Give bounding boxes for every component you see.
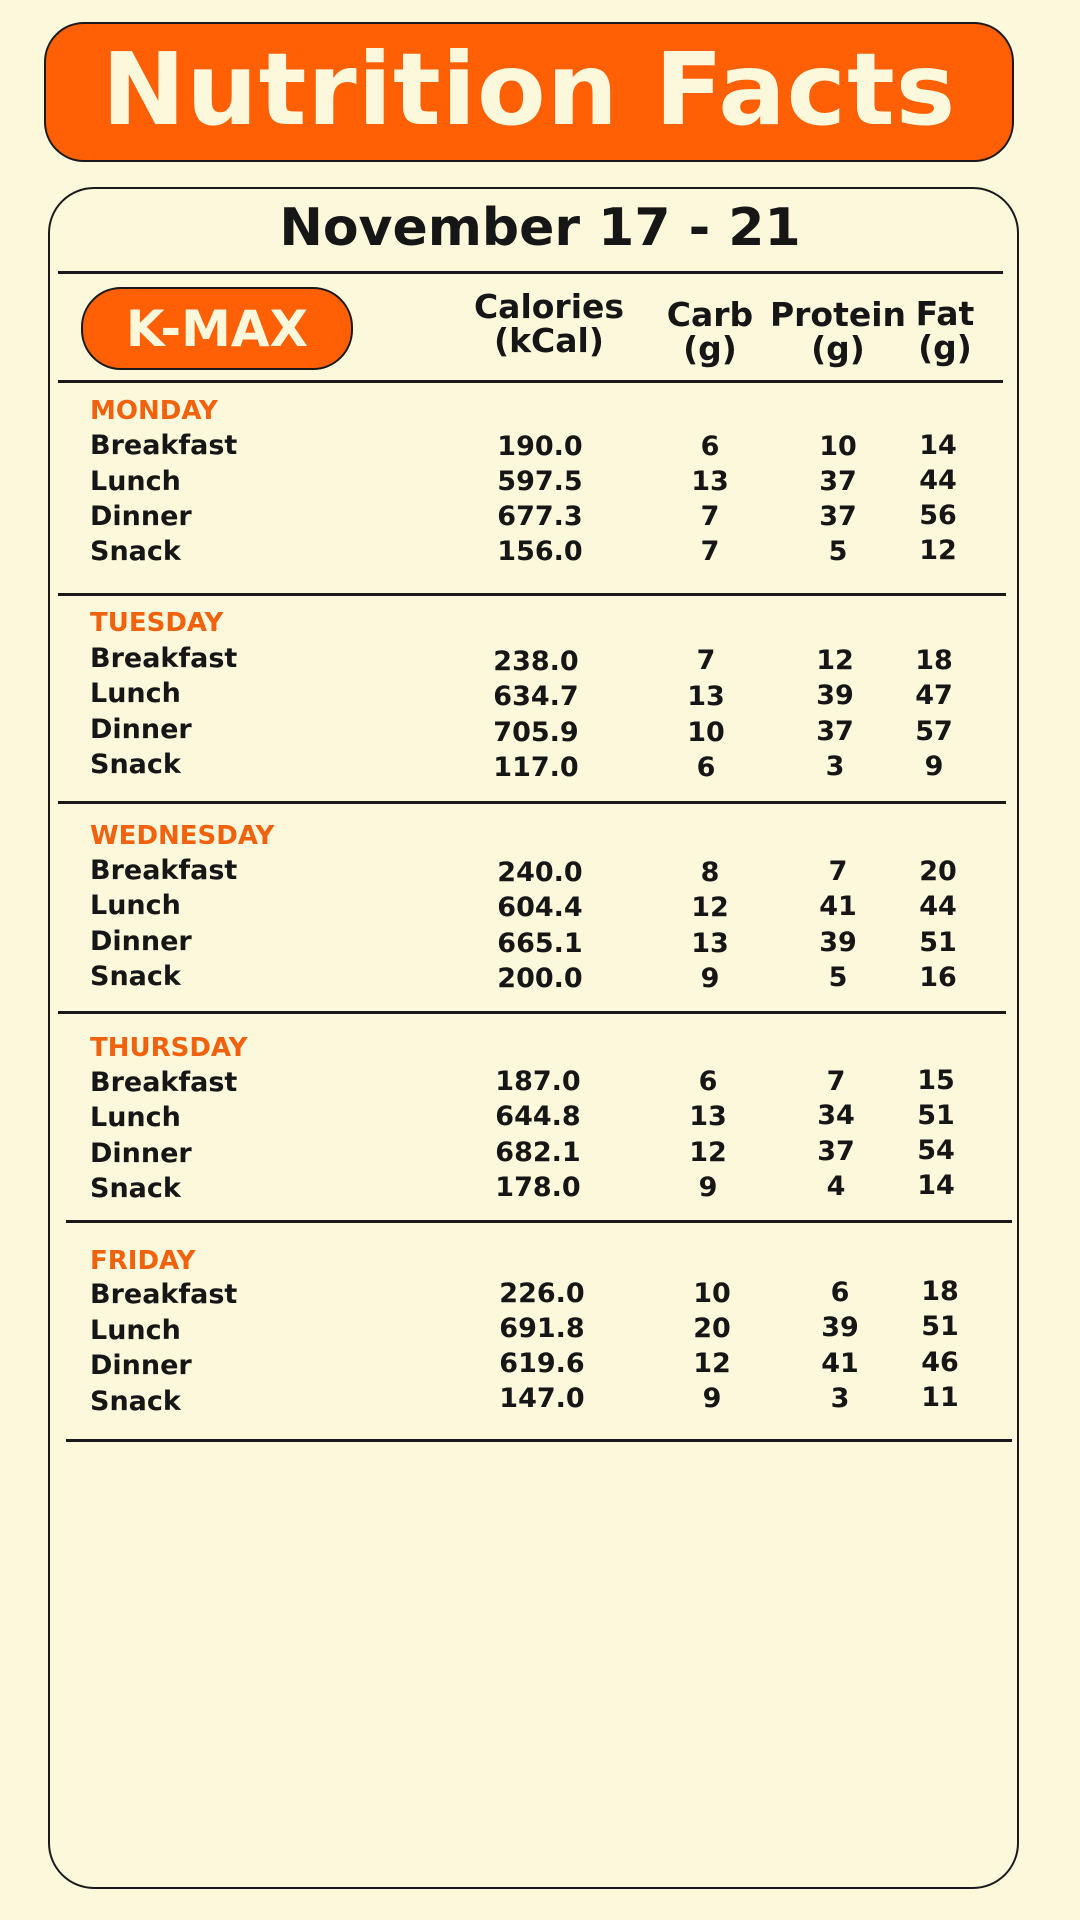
fat-value: 14 xyxy=(919,430,957,461)
calories-value: 240.0 xyxy=(497,857,583,888)
carb-value: 7 xyxy=(696,645,716,676)
carb-column-header xyxy=(650,295,770,368)
protein-value: 6 xyxy=(830,1277,850,1308)
brand-badge xyxy=(81,287,353,370)
day-divider xyxy=(58,801,1006,804)
carb-value: 6 xyxy=(700,431,720,462)
calories-value: 178.0 xyxy=(495,1172,581,1203)
calories-value: 187.0 xyxy=(495,1066,581,1097)
meal-label: Breakfast xyxy=(90,643,238,674)
calories-value: 147.0 xyxy=(499,1383,585,1414)
meal-label: Lunch xyxy=(90,890,181,921)
meal-label: Dinner xyxy=(90,926,192,957)
meal-label: Breakfast xyxy=(90,430,238,461)
day-divider xyxy=(66,1439,1012,1442)
fat-value: 56 xyxy=(919,500,957,531)
calories-value: 677.3 xyxy=(497,501,583,532)
day-heading-tuesday: TUESDAY xyxy=(90,608,224,638)
brand-label: K-MAX xyxy=(125,299,309,358)
calories-value: 634.7 xyxy=(493,681,579,712)
carb-value: 7 xyxy=(700,536,720,567)
carb-value: 7 xyxy=(700,501,720,532)
carb-value: 12 xyxy=(689,1137,727,1168)
fat-value: 46 xyxy=(921,1347,959,1378)
calories-value: 682.1 xyxy=(495,1137,581,1168)
fat-column-header xyxy=(885,294,1005,367)
carb-value: 13 xyxy=(689,1101,727,1132)
calories-value: 705.9 xyxy=(493,717,579,748)
carb-value: 8 xyxy=(700,857,720,888)
protein-value: 39 xyxy=(821,1312,859,1343)
meal-label: Breakfast xyxy=(90,1067,238,1098)
fat-header-unit: (g) xyxy=(918,328,972,367)
protein-value: 39 xyxy=(816,680,854,711)
carb-value: 6 xyxy=(698,1066,718,1097)
fat-value: 16 xyxy=(919,962,957,993)
calories-value: 619.6 xyxy=(499,1348,585,1379)
fat-value: 44 xyxy=(919,891,957,922)
day-divider xyxy=(58,1011,1006,1014)
protein-value: 5 xyxy=(828,962,848,993)
day-divider xyxy=(58,593,1006,596)
calories-column-header xyxy=(459,287,639,360)
protein-value: 34 xyxy=(817,1100,855,1131)
calories-value: 226.0 xyxy=(499,1278,585,1309)
protein-value: 37 xyxy=(819,466,857,497)
meal-label: Snack xyxy=(90,1173,181,1204)
protein-value: 41 xyxy=(821,1348,859,1379)
date-range: November 17 - 21 xyxy=(279,198,801,258)
meal-label: Dinner xyxy=(90,501,192,532)
fat-value: 57 xyxy=(915,716,953,747)
protein-header-label: Protein xyxy=(769,295,907,334)
carb-header-unit: (g) xyxy=(683,329,737,368)
meal-label: Breakfast xyxy=(90,855,238,886)
protein-value: 41 xyxy=(819,891,857,922)
calories-value: 665.1 xyxy=(497,928,583,959)
protein-value: 7 xyxy=(828,856,848,887)
fat-value: 51 xyxy=(919,927,957,958)
fat-header-label: Fat xyxy=(915,294,975,333)
carb-value: 13 xyxy=(687,681,725,712)
protein-value: 4 xyxy=(826,1171,846,1202)
carb-value: 9 xyxy=(700,963,720,994)
fat-value: 47 xyxy=(915,680,953,711)
fat-value: 20 xyxy=(919,856,957,887)
fat-value: 18 xyxy=(921,1276,959,1307)
meal-label: Dinner xyxy=(90,1350,192,1381)
meal-label: Breakfast xyxy=(90,1279,238,1310)
meal-label: Lunch xyxy=(90,1315,181,1346)
meal-label: Lunch xyxy=(90,678,181,709)
carb-value: 10 xyxy=(687,717,725,748)
calories-header-label: Calories xyxy=(473,287,625,326)
meal-label: Snack xyxy=(90,1386,181,1417)
calories-value: 117.0 xyxy=(493,752,579,783)
calories-header-unit: (kCal) xyxy=(494,321,604,360)
calories-value: 200.0 xyxy=(497,963,583,994)
calories-value: 238.0 xyxy=(493,646,579,677)
calories-value: 156.0 xyxy=(497,536,583,567)
protein-value: 5 xyxy=(828,536,848,567)
meal-label: Snack xyxy=(90,961,181,992)
carb-value: 10 xyxy=(693,1278,731,1309)
day-heading-friday: FRIDAY xyxy=(90,1246,196,1276)
carb-value: 13 xyxy=(691,466,729,497)
meal-label: Lunch xyxy=(90,1102,181,1133)
carb-value: 9 xyxy=(698,1172,718,1203)
header-bottom-divider xyxy=(58,380,1003,383)
meal-label: Dinner xyxy=(90,714,192,745)
meal-label: Lunch xyxy=(90,466,181,497)
calories-value: 597.5 xyxy=(497,466,583,497)
protein-value: 3 xyxy=(825,751,845,782)
day-heading-monday: MONDAY xyxy=(90,396,218,426)
protein-value: 37 xyxy=(817,1136,855,1167)
fat-value: 11 xyxy=(921,1382,959,1413)
carb-value: 6 xyxy=(696,752,716,783)
protein-value: 37 xyxy=(816,716,854,747)
carb-value: 13 xyxy=(691,928,729,959)
fat-value: 15 xyxy=(917,1065,955,1096)
fat-value: 54 xyxy=(917,1135,955,1166)
fat-value: 51 xyxy=(917,1100,955,1131)
protein-value: 10 xyxy=(819,431,857,462)
day-divider xyxy=(66,1220,1012,1223)
carb-value: 9 xyxy=(702,1383,722,1414)
protein-value: 12 xyxy=(816,645,854,676)
fat-value: 12 xyxy=(919,535,957,566)
fat-value: 9 xyxy=(924,751,944,782)
header-top-divider xyxy=(58,271,1003,274)
day-heading-thursday: THURSDAY xyxy=(90,1033,248,1063)
fat-value: 18 xyxy=(915,645,953,676)
carb-header-label: Carb xyxy=(666,295,754,334)
fat-value: 14 xyxy=(917,1170,955,1201)
carb-value: 12 xyxy=(693,1348,731,1379)
day-heading-wednesday: WEDNESDAY xyxy=(90,821,275,851)
title-banner xyxy=(44,22,1014,162)
calories-value: 691.8 xyxy=(499,1313,585,1344)
protein-value: 7 xyxy=(826,1066,846,1097)
calories-value: 644.8 xyxy=(495,1101,581,1132)
meal-label: Snack xyxy=(90,749,181,780)
protein-value: 3 xyxy=(830,1383,850,1414)
fat-value: 44 xyxy=(919,465,957,496)
meal-label: Snack xyxy=(90,536,181,567)
calories-value: 190.0 xyxy=(497,431,583,462)
page-title: Nutrition Facts xyxy=(101,31,957,148)
carb-value: 20 xyxy=(693,1313,731,1344)
calories-value: 604.4 xyxy=(497,892,583,923)
protein-value: 37 xyxy=(819,501,857,532)
protein-value: 39 xyxy=(819,927,857,958)
carb-value: 12 xyxy=(691,892,729,923)
protein-header-unit: (g) xyxy=(811,329,865,368)
fat-value: 51 xyxy=(921,1311,959,1342)
meal-label: Dinner xyxy=(90,1138,192,1169)
